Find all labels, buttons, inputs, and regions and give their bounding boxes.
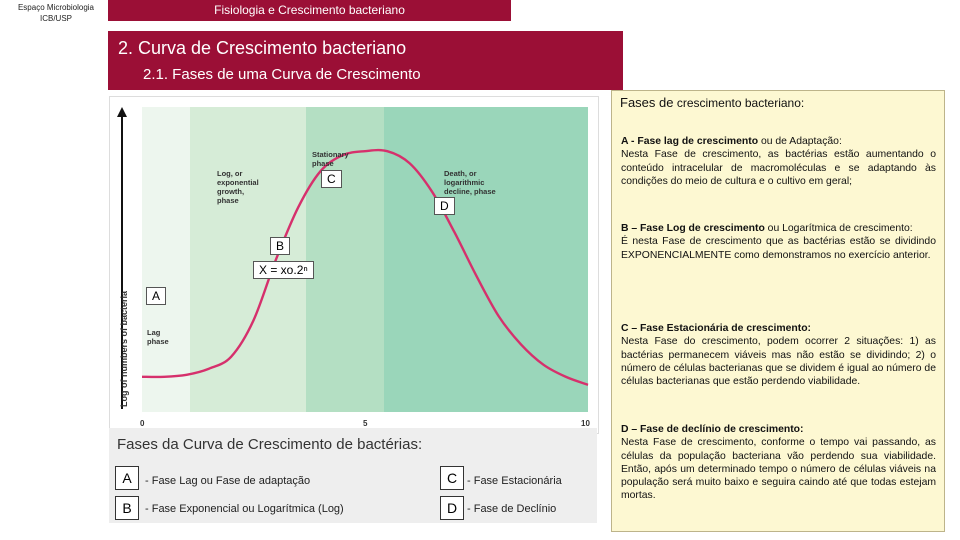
phases-legend xyxy=(109,428,597,523)
death-label-line: logarithmic xyxy=(444,178,485,187)
death-label-line: Death, or xyxy=(444,169,477,178)
section-c-body: Nesta Fase do crescimento, podem ocorrer 2 situações: 1) as bactérias permanecem viáveis mas não estão se dividindo; 2) o número de células bacterianas que se dividem é igual ao número de células bacterianas que estão perdendo viabilidade. xyxy=(621,336,936,388)
x-tick-0: 0 xyxy=(140,419,145,428)
formula-label: X = xo.2ⁿ xyxy=(253,261,314,279)
marker-a: A xyxy=(146,287,166,305)
x-tick-10: 10 xyxy=(581,419,590,428)
panel-title-rest: crescimento bacteriano: xyxy=(676,96,805,110)
legend-key-c: C xyxy=(440,466,464,490)
legend-title: Fases da Curva de Crescimento de bactérias: xyxy=(117,436,423,453)
panel-title-main: Fases de xyxy=(620,95,674,110)
slide-title: 2. Curva de Crescimento bacteriano xyxy=(118,38,407,58)
institution-label: Espaço Microbiologia ICB/USP xyxy=(17,3,95,23)
panel-title xyxy=(620,95,804,110)
lag-label-line: Lag xyxy=(147,328,161,337)
log-label-line: exponential xyxy=(217,178,259,187)
legend-text-b: - Fase Exponencial ou Logarítmica (Log) xyxy=(145,503,344,515)
log-label-line: growth, xyxy=(217,187,245,196)
section-d-head: D – Fase de declínio de crescimento: xyxy=(621,424,804,435)
top-title-bar: Fisiologia e Crescimento bacteriano xyxy=(108,0,511,21)
section-b-head: B – Fase Log de crescimento xyxy=(621,223,765,234)
stationary-label-line: phase xyxy=(312,159,334,168)
slide-header xyxy=(108,31,623,90)
lag-phase-band xyxy=(142,107,190,412)
x-tick-5: 5 xyxy=(363,419,368,428)
marker-b: B xyxy=(270,237,290,255)
legend-key-a: A xyxy=(115,466,139,490)
legend-text-a: - Fase Lag ou Fase de adaptação xyxy=(145,475,311,487)
legend-key-d: D xyxy=(440,496,464,520)
y-axis-arrow-icon xyxy=(117,107,127,117)
marker-d: D xyxy=(434,197,455,215)
section-c-head: C – Fase Estacionária de crescimento: xyxy=(621,323,811,334)
section-b-head-rest: ou Logarítmica de crescimento: xyxy=(764,223,913,234)
log-phase-band xyxy=(190,107,306,412)
section-a-body: Nesta Fase de crescimento, as bactérias estão aumentando o conteúdo intracelular de macromoléculas e se adaptando às condições do meio de cultura e o cultivo em geral; xyxy=(621,149,936,187)
log-label-line: phase xyxy=(217,196,239,205)
section-a xyxy=(621,135,936,188)
legend-key-b: B xyxy=(115,496,139,520)
legend-text-d: - Fase de Declínio xyxy=(467,503,557,515)
section-c xyxy=(621,322,936,388)
growth-curve-svg xyxy=(110,97,598,433)
section-d-body: Nesta Fase de crescimento, conforme o tempo vai passando, as células da população bacteriana vão perdendo sua viabilidade. Então, após um determinado tempo o número de células viáveis na população será muito baixo e seguira caindo até que todas estejam mortas. xyxy=(621,437,936,502)
slide-subtitle: 2.1. Fases de uma Curva de Crescimento xyxy=(143,66,421,83)
death-phase-band xyxy=(384,107,588,412)
marker-c: C xyxy=(321,170,342,188)
death-label-line: decline, phase xyxy=(444,187,496,196)
log-label-line: Log, or xyxy=(217,169,243,178)
legend-text-c: - Fase Estacionária xyxy=(467,475,562,487)
section-d xyxy=(621,423,936,503)
growth-curve-chart xyxy=(109,96,599,434)
y-axis-label: Log of numbers of bacteria xyxy=(119,290,129,407)
phases-info-panel xyxy=(611,90,945,532)
section-a-head-rest: ou de Adaptação: xyxy=(758,136,842,147)
section-b xyxy=(621,222,936,262)
section-a-head: A - Fase lag de crescimento xyxy=(621,136,759,147)
section-b-body: É nesta Fase de crescimento que as bactérias estão se dividindo EXPONENCIALMENTE como demonstramos no exercício anterior. xyxy=(621,236,936,261)
lag-label-line: phase xyxy=(147,337,169,346)
stationary-label-line: Stationary xyxy=(312,150,349,159)
